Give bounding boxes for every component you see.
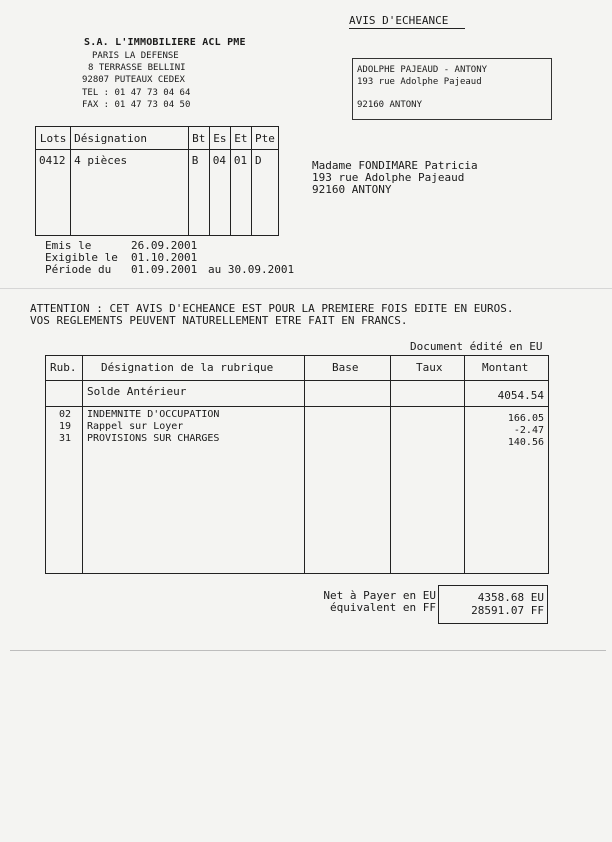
col-divider: [390, 356, 391, 573]
header-designation: Désignation de la rubrique: [101, 361, 274, 374]
totals-box: [438, 585, 548, 624]
lot-table: [35, 126, 279, 236]
recipient-street: 193 rue Adolphe Pajeaud: [312, 171, 465, 184]
periode-row: [45, 263, 295, 276]
company-block: [84, 37, 246, 48]
company-name: S.A. L'IMMOBILIERE ACL PME: [84, 37, 246, 48]
attention-line-2: VOS REGLEMENTS PEUVENT NATURELLEMENT ETRE FAIT EN FRANCS.: [30, 314, 408, 327]
item-labels: [87, 409, 219, 445]
lot-header-es: Es: [209, 127, 230, 150]
lot-et: 01: [230, 150, 251, 236]
item-rub: 19: [59, 421, 72, 432]
lot-table-header: [36, 127, 279, 150]
periode-to: [208, 264, 294, 276]
row-divider: [46, 406, 548, 407]
lot-header-et: Et: [230, 127, 251, 150]
emis-date: 26.09.2001: [131, 239, 198, 252]
lot-es: 04: [209, 150, 230, 236]
item-rub: 02: [59, 409, 72, 420]
header-rub: Rub.: [50, 361, 77, 374]
col-divider: [82, 356, 83, 573]
row-divider: [46, 380, 548, 381]
item-label: Rappel sur Loyer: [87, 421, 184, 432]
lot-pte: D: [251, 150, 278, 236]
lot-table-row: [36, 150, 279, 236]
lot-header-pte: Pte: [251, 127, 278, 150]
item-montant: 166.05: [507, 413, 544, 424]
company-line: 8 TERRASSE BELLINI: [88, 63, 186, 73]
dates-block: [45, 239, 295, 276]
sender-name: ADOLPHE PAJEAUD - ANTONY: [357, 65, 488, 75]
net-value: 4358.68 EU: [477, 591, 544, 604]
sender-city: 92160 ANTONY: [357, 100, 423, 110]
company-fax: FAX : 01 47 73 04 50: [82, 100, 191, 110]
ff-value: 28591.07 FF: [471, 604, 544, 617]
lot-number: 0412: [36, 150, 71, 236]
exigible-date: 01.10.2001: [131, 251, 198, 264]
exigible-label: Exigible le: [45, 251, 118, 264]
emis-label: Emis le: [45, 239, 92, 252]
recipient-city: 92160 ANTONY: [312, 183, 392, 196]
totals-labels: [312, 590, 436, 614]
lot-designation: 4 pièces: [71, 150, 189, 236]
item-montant: 140.56: [507, 437, 544, 448]
item-label: PROVISIONS SUR CHARGES: [87, 433, 220, 444]
solde-montant: 4054.54: [497, 389, 544, 402]
attention-line-1: ATTENTION : CET AVIS D'ECHEANCE EST POUR LA PREMIERE FOIS EDITE EN EUROS.: [30, 302, 514, 315]
item-label: INDEMNITE D'OCCUPATION: [87, 409, 220, 420]
col-divider: [464, 356, 465, 573]
sender-box: [352, 58, 552, 120]
company-phone: TEL : 01 47 73 04 64: [82, 87, 191, 98]
company-line: PARIS LA DEFENSE: [92, 51, 179, 61]
attention-notice: [30, 303, 513, 327]
item-amounts: [508, 413, 544, 449]
sender-street: 193 rue Adolphe Pajeaud: [357, 77, 482, 87]
paper-edge: [10, 650, 606, 651]
periode-start: 01.09.2001: [131, 263, 198, 276]
main-table: [45, 355, 549, 574]
lot-header-bt: Bt: [188, 127, 209, 150]
ff-label: équivalent en FF: [330, 601, 436, 614]
item-rub: 31: [59, 433, 72, 444]
periode-end: 30.09.2001: [227, 263, 295, 276]
item-rubs: [59, 409, 71, 445]
header-taux: Taux: [416, 361, 443, 374]
header-base: Base: [332, 361, 359, 374]
col-divider: [304, 356, 305, 573]
periode-au: au: [208, 263, 222, 276]
lot-header-lots: Lots: [36, 127, 71, 150]
lot-bt: B: [188, 150, 209, 236]
item-montant: -2.47: [513, 425, 544, 436]
company-address-3: [82, 74, 190, 112]
currency-note: Document édité en EU: [410, 340, 543, 353]
header-montant: Montant: [482, 361, 529, 374]
company-line: 92807 PUTEAUX CEDEX: [82, 75, 185, 85]
company-address-2: [88, 62, 186, 75]
title-underline: [349, 28, 465, 29]
recipient-address: [312, 160, 478, 196]
paper-fold: [0, 288, 612, 289]
company-address: [92, 50, 179, 63]
document-title: AVIS D'ECHEANCE: [349, 14, 465, 29]
lot-header-designation: Désignation: [71, 127, 189, 150]
net-label: Net à Payer en EU: [323, 589, 436, 602]
solde-label: Solde Antérieur: [87, 385, 187, 398]
recipient-name: Madame FONDIMARE Patricia: [312, 159, 478, 172]
periode-label: Période du: [45, 263, 112, 276]
